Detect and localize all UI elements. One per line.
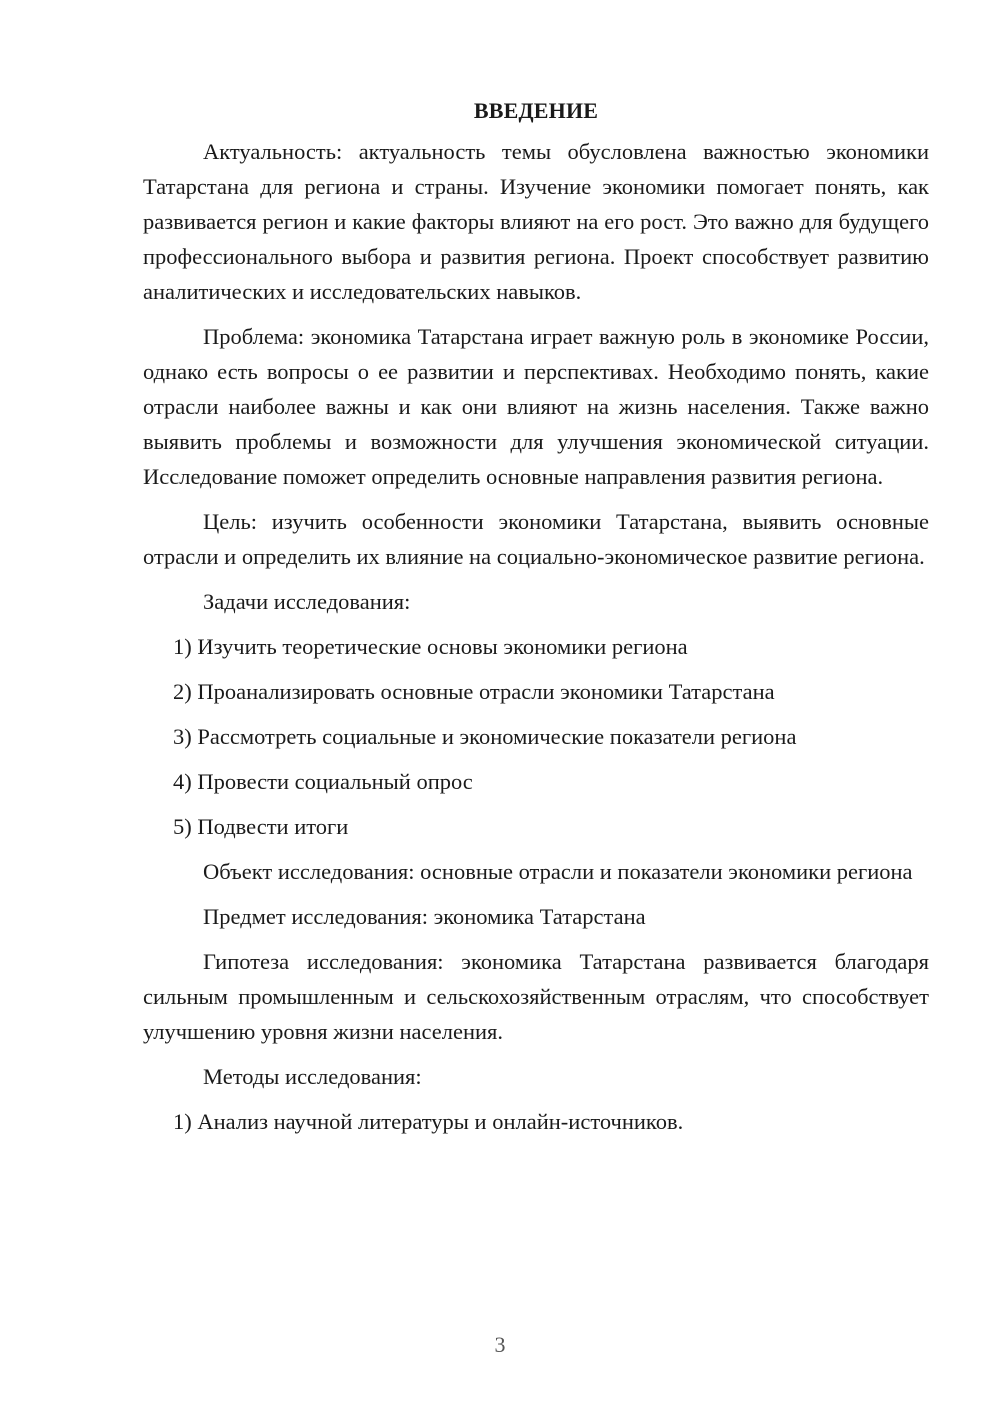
- list-item: 3) Рассмотреть социальные и экономические показатели региона: [173, 724, 797, 749]
- list-item: 1) Изучить теоретические основы экономики региона: [173, 634, 688, 659]
- goal-paragraph: Цель: изучить особенности экономики Татарстана, выявить основные отрасли и определить их влияние на социально-экономическое развитие региона.: [143, 509, 929, 569]
- object-paragraph: Объект исследования: основные отрасли и показатели экономики региона: [203, 859, 913, 884]
- list-item: 1) Анализ научной литературы и онлайн-источников.: [173, 1109, 684, 1134]
- document-page: [143, 88, 929, 1149]
- problem-paragraph: Проблема: экономика Татарстана играет важную роль в экономике России, однако есть вопросы о ее развитии и перспективах. Необходимо понять, какие отрасли наиболее важны и как они влияют на жизнь населения. Также важно выявить проблемы и возможности для улучшения экономической ситуации. Исследование поможет определить основные направления развития региона.: [143, 324, 929, 489]
- methods-list: [143, 1104, 929, 1139]
- list-item: 5) Подвести итоги: [173, 814, 349, 839]
- list-item: 2) Проанализировать основные отрасли экономики Татарстана: [173, 679, 775, 704]
- subject-paragraph: Предмет исследования: экономика Татарстана: [203, 904, 646, 929]
- page-number: 3: [494, 1332, 506, 1357]
- tasks-heading: Задачи исследования:: [203, 589, 411, 614]
- hypothesis-paragraph: Гипотеза исследования: экономика Татарстана развивается благодаря сильным промышленным и сельскохозяйственным отраслям, что способствует улучшению уровня жизни населения.: [143, 949, 929, 1044]
- methods-heading: Методы исследования:: [203, 1064, 422, 1089]
- relevance-paragraph: Актуальность: актуальность темы обусловлена важностью экономики Татарстана для региона и страны. Изучение экономики помогает понять, как развивается регион и какие факторы влияют на его рост. Это важно для будущего профессионального выбора и развития региона. Проект способствует развитию аналитических и исследовательских навыков.: [143, 139, 929, 304]
- tasks-list: [143, 629, 929, 844]
- section-title: ВВЕДЕНИЕ: [473, 98, 599, 123]
- list-item: 4) Провести социальный опрос: [173, 769, 473, 794]
